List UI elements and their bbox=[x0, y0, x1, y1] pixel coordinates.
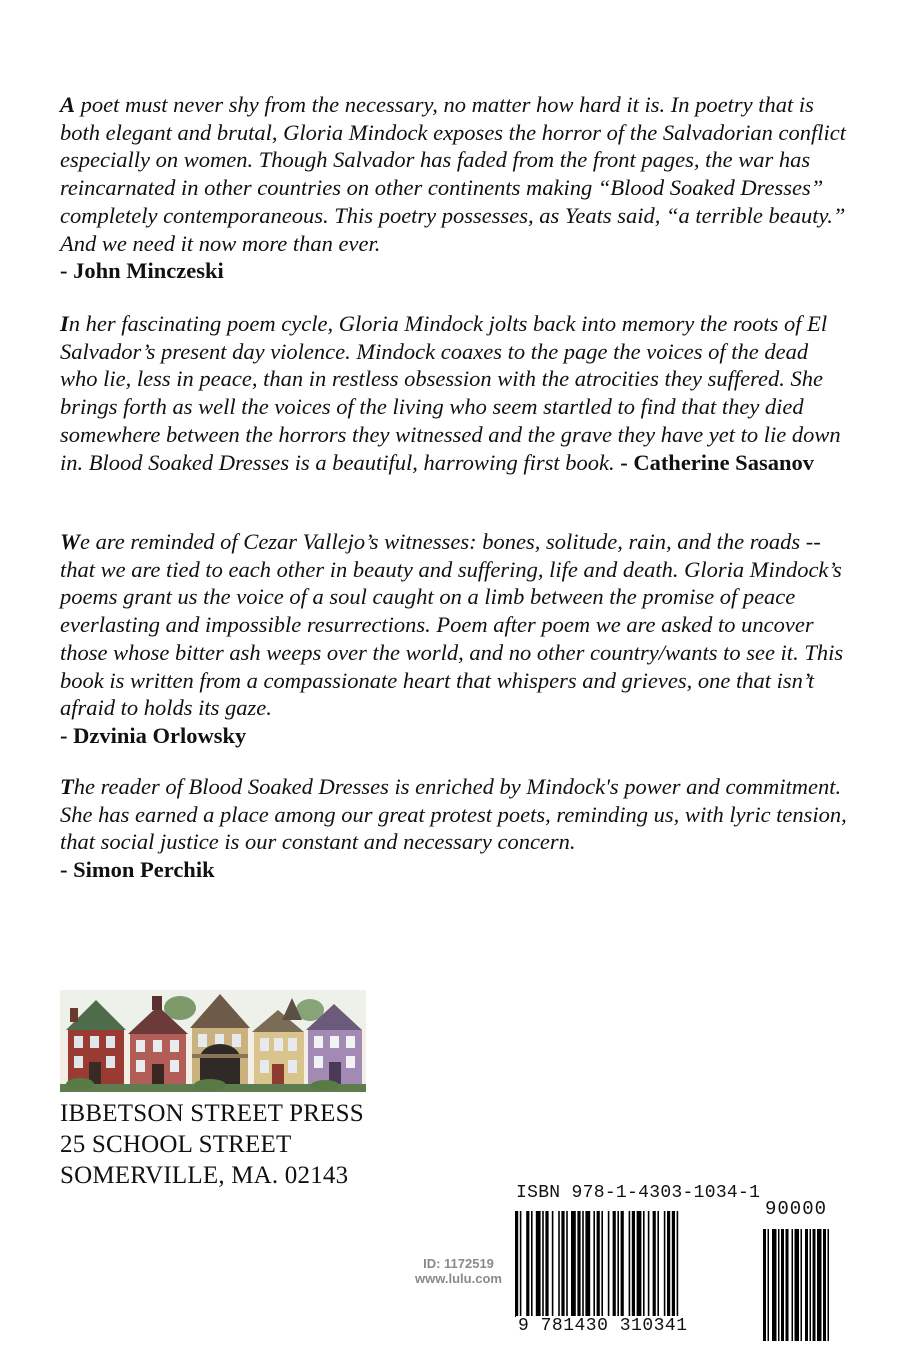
drop-letter: A bbox=[60, 92, 76, 117]
publisher-city: SOMERVILLE, MA. 02143 bbox=[60, 1162, 349, 1189]
barcode-bar bbox=[653, 1211, 656, 1317]
barcode-bar bbox=[531, 1211, 533, 1317]
addon-bar bbox=[795, 1229, 800, 1341]
addon-bar bbox=[805, 1229, 808, 1341]
barcode-bar bbox=[552, 1211, 554, 1317]
barcode-bar bbox=[613, 1211, 616, 1317]
barcode-bar bbox=[667, 1211, 670, 1317]
lulu-id-block bbox=[396, 1256, 521, 1286]
addon-bar bbox=[768, 1229, 770, 1341]
addon-bar bbox=[828, 1229, 830, 1341]
barcode-bar bbox=[515, 1211, 518, 1317]
barcode-bar bbox=[585, 1211, 590, 1317]
blurb-body: e are reminded of Cezar Vallejo’s witnesses: bones, solitude, rain, and the roads -- that we are tied to each other in beauty and suffering, life and death. Gloria Mindock’s poems grant us the voice of a soul caught on a limb between the promise of peace everlasting and impossible resurrections. Poem after poem we are asked to uncover those whose bitter ash weeps over the world, and no other country/wants to see it. This book is written from a compassionate heart that whispers and grieves, one that isn’t afraid to holds its gaze. bbox=[60, 529, 844, 721]
addon-bar bbox=[772, 1229, 777, 1341]
blurb-body: n her fascinating poem cycle, Gloria Mindock jolts back into memory the roots of El Salvador’s present day violence. Mindock coaxes to the page the voices of the dead who lie, less in peace, than in restless obsession with the atrocities they suffered. She brings forth as well the voices of the living who seem startled to find that they died somewhere between the horrors they witnessed and the grave they have yet to lie down in. Blood Soaked Dresses is a beautiful, harrowing first book. bbox=[60, 311, 841, 475]
barcode-bar bbox=[601, 1211, 603, 1317]
barcode-bar bbox=[542, 1211, 544, 1317]
barcode-bar bbox=[621, 1211, 624, 1317]
barcode-bar bbox=[597, 1211, 600, 1317]
barcode-bar bbox=[545, 1211, 548, 1317]
blurb-dzvinia-orlowsky bbox=[60, 528, 850, 750]
addon-bar bbox=[817, 1229, 822, 1341]
blurb-john-minczeski bbox=[60, 91, 850, 285]
blurb-attribution: - Catherine Sasanov bbox=[614, 449, 814, 475]
lulu-url: www.lulu.com bbox=[415, 1271, 502, 1286]
barcode-bar bbox=[536, 1211, 541, 1317]
blurb-simon-perchik bbox=[60, 773, 850, 884]
blurb-body: he reader of Blood Soaked Dresses is enriched by Mindock's power and commitment. She has earned a place among our great protest poets, reminding us, with lyric tension, that social justice is our constant and necessary concern. bbox=[60, 774, 847, 855]
blurb-attribution: - John Minczeski bbox=[60, 258, 224, 284]
drop-letter: I bbox=[60, 311, 69, 336]
addon-bar bbox=[763, 1229, 766, 1341]
barcode-bar bbox=[617, 1211, 619, 1317]
addon-bar bbox=[781, 1229, 784, 1341]
addon-bar bbox=[801, 1229, 803, 1341]
barcode-bar bbox=[657, 1211, 659, 1317]
barcode-bar bbox=[632, 1211, 635, 1317]
barcode-digits: 9 781430 310341 bbox=[518, 1316, 688, 1336]
barcode-bar bbox=[593, 1211, 595, 1317]
barcode-bar bbox=[520, 1211, 522, 1317]
publisher-logo-houses bbox=[60, 990, 366, 1092]
addon-bar bbox=[792, 1229, 794, 1341]
addon-bar bbox=[786, 1229, 789, 1341]
publisher-name: IBBETSON STREET PRESS bbox=[60, 1100, 364, 1127]
blurb-attribution: - Dzvinia Orlowsky bbox=[60, 722, 247, 748]
barcode-bar bbox=[637, 1211, 642, 1317]
barcode-bar bbox=[582, 1211, 584, 1317]
barcode-bar bbox=[526, 1211, 529, 1317]
drop-letter: W bbox=[60, 529, 81, 554]
addon-bar bbox=[813, 1229, 816, 1341]
barcode-bar bbox=[664, 1211, 666, 1317]
blurb-catherine-sasanov bbox=[60, 310, 850, 476]
addon-bar bbox=[810, 1229, 812, 1341]
blurb-attribution: - Simon Perchik bbox=[60, 857, 215, 883]
blurb-text bbox=[60, 92, 846, 256]
barcode-bar bbox=[677, 1211, 679, 1317]
barcode-bar bbox=[608, 1211, 610, 1317]
blurb-text bbox=[60, 774, 847, 854]
barcode-bar bbox=[643, 1211, 645, 1317]
barcode-bar bbox=[558, 1211, 560, 1317]
blurb-body: poet must never shy from the necessary, no matter how hard it is. In poetry that is both elegant and brutal, Gloria Mindock exposes the horror of the Salvadorian conflict especially on women. Though Salvador has faded from the front pages, the war has reincarnated in other countries on other continents making “Blood Soaked Dresses” completely contemporaneous. This poetry possesses, as Yeats said, “a terrible beauty.” And we need it now more than ever. bbox=[60, 92, 846, 256]
barcode-bar bbox=[566, 1211, 568, 1317]
addon-bar bbox=[823, 1229, 826, 1341]
drop-letter: T bbox=[60, 774, 74, 799]
isbn-label: ISBN 978-1-4303-1034-1 bbox=[516, 1183, 761, 1203]
publisher-street: 25 SCHOOL STREET bbox=[60, 1131, 292, 1158]
barcode-bar bbox=[672, 1211, 675, 1317]
barcode-bar bbox=[571, 1211, 576, 1317]
addon-bar bbox=[778, 1229, 780, 1341]
lulu-id: ID: 1172519 bbox=[423, 1256, 494, 1271]
barcode-bar bbox=[561, 1211, 564, 1317]
barcode-bar bbox=[629, 1211, 631, 1317]
blurb-text bbox=[60, 529, 843, 720]
price-code: 90000 bbox=[762, 1198, 830, 1220]
barcode-bar bbox=[648, 1211, 650, 1317]
publisher-address bbox=[60, 1098, 364, 1191]
barcode-bar bbox=[577, 1211, 580, 1317]
